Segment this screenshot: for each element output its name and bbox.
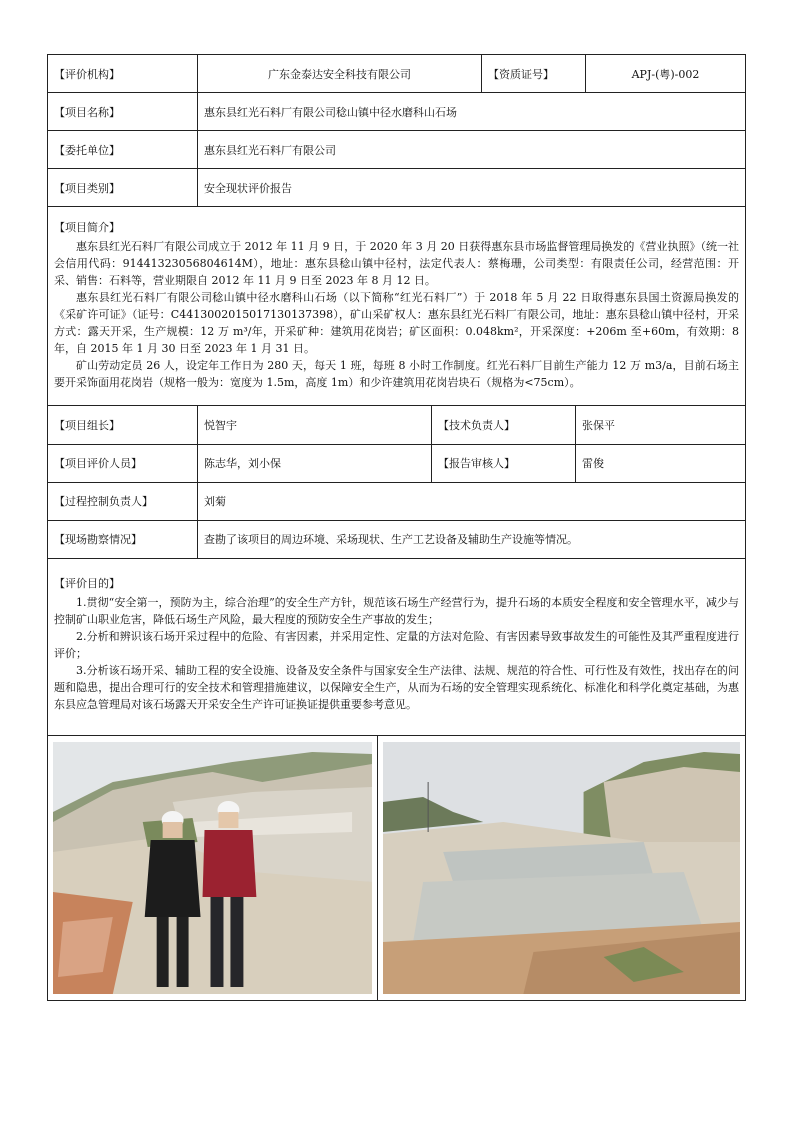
- process-value: 刘菊: [198, 482, 746, 520]
- reviewer-label: 【报告审核人】: [432, 444, 576, 482]
- row-site-survey: [48, 520, 746, 558]
- row-category: [48, 169, 746, 207]
- row-process-control: [48, 482, 746, 520]
- client-label: 【委托单位】: [48, 131, 198, 169]
- leader-value: 悦智宇: [198, 406, 432, 444]
- photo-cell-left: [48, 736, 378, 1001]
- intro-block: [48, 207, 746, 406]
- photo-cell-right: [378, 736, 746, 1001]
- category-value: 安全现状评价报告: [198, 169, 746, 207]
- intro-paragraph-2: 惠东县红光石料厂有限公司稔山镇中径水磨科山石场（以下简称“红光石料厂”）于 2018 年 5 月 22 日取得惠东县国土资源局换发的《采矿许可证》（证号：C4413002015017130137398），矿山采矿权人：惠东县红光石料厂有限公司，地址：惠东县稔山镇中径村，开采方式：露天开采，生产规模：12 万 m³/年，开采矿种：建筑用花岗岩；矿区面积：0.048km²，开采深度：+206m 至+60m，有效期：8 年，自 2015 年 1 月 30 日至 2023 年 1 月 31 日。: [54, 291, 739, 355]
- cert-value: APJ-(粤)-002: [586, 55, 746, 93]
- team-table: [47, 406, 746, 736]
- intro-paragraph-1: 惠东县红光石料厂有限公司成立于 2012 年 11 月 9 日，于 2020 年 3 月 20 日获得惠东县市场监督管理局换发的《营业执照》（统一社会信用代码：91441323056804614M），地址：惠东县稔山镇中径村，法定代表人：蔡梅珊，公司类型：有限责任公司，经营范围：开采、销售：石料等，营业期限自 2012 年 11 月 9 日至 2023 年 8 月 12 日。: [54, 240, 739, 287]
- site-label: 【现场勘察情况】: [48, 520, 198, 558]
- row-photos: [48, 736, 746, 1001]
- purpose-paragraph-2: 2.分析和辨识该石场开采过程中的危险、有害因素，并采用定性、定量的方法对危险、有害因素导致事故发生的可能性及其严重程度进行评价；: [54, 629, 739, 660]
- site-value: 查勘了该项目的周边环境、采场现状、生产工艺设备及辅助生产设施等情况。: [198, 520, 746, 558]
- photo-inspectors-image: [53, 742, 372, 994]
- intro-paragraph-3: 矿山劳动定员 26 人，设定年工作日为 280 天，每天 1 班，每班 8 小时工作制度。红光石料厂目前生产能力 12 万 m3/a，目前石场主要开采饰面用花岗岩（规格一般为：宽度为 1.5m，高度 1m）和少许建筑用花岗岩块石（规格为<75cm）。: [54, 359, 739, 389]
- cert-label: 【资质证号】: [482, 55, 586, 93]
- org-value: 广东金泰达安全科技有限公司: [198, 55, 482, 93]
- row-client: [48, 131, 746, 169]
- reviewer-value: 雷俊: [576, 444, 746, 482]
- evaluation-form: [47, 54, 745, 1001]
- process-label: 【过程控制负责人】: [48, 482, 198, 520]
- site-photo-inspectors: [53, 742, 372, 994]
- row-intro: [48, 207, 746, 406]
- purpose-block: [48, 558, 746, 735]
- row-project-name: [48, 93, 746, 131]
- row-purpose: [48, 558, 746, 735]
- evaluators-label: 【项目评价人员】: [48, 444, 198, 482]
- purpose-paragraph-3: 3.分析该石场开采、辅助工程的安全设施、设备及安全条件与国家安全生产法律、法规、规范的符合性、可行性及有效性，找出存在的问题和隐患，提出合理可行的安全技术和管理措施建议，以保障安全生产，从而为石场的安全管理实现系统化、标准化和科学化奠定基础，为惠东县应急管理局对该石场露天开采安全生产许可证换证提供重要参考意见。: [54, 663, 739, 711]
- client-value: 惠东县红光石料厂有限公司: [198, 131, 746, 169]
- purpose-heading: 【评价目的】: [54, 576, 120, 590]
- project-name-label: 【项目名称】: [48, 93, 198, 131]
- project-name-value: 惠东县红光石料厂有限公司稔山镇中径水磨科山石场: [198, 93, 746, 131]
- purpose-paragraph-1: 1.贯彻“安全第一，预防为主，综合治理”的安全生产方针，规范该石场生产经营行为，提升石场的本质安全程度和安全管理水平，减少与控制矿山职业危害，降低石场生产风险，最大程度的预防安全生产事故的发生；: [54, 595, 739, 626]
- intro-heading: 【项目简介】: [54, 221, 120, 234]
- form-table: [47, 54, 746, 406]
- org-label: 【评价机构】: [48, 55, 198, 93]
- tech-value: 张保平: [576, 406, 746, 444]
- row-organization: [48, 55, 746, 93]
- row-leader: [48, 406, 746, 444]
- site-photo-quarry: [383, 742, 740, 994]
- tech-label: 【技术负责人】: [432, 406, 576, 444]
- category-label: 【项目类别】: [48, 169, 198, 207]
- row-evaluators: [48, 444, 746, 482]
- evaluators-value: 陈志华，刘小保: [198, 444, 432, 482]
- photo-table: [47, 736, 746, 1001]
- leader-label: 【项目组长】: [48, 406, 198, 444]
- photo-quarry-image: [383, 742, 740, 994]
